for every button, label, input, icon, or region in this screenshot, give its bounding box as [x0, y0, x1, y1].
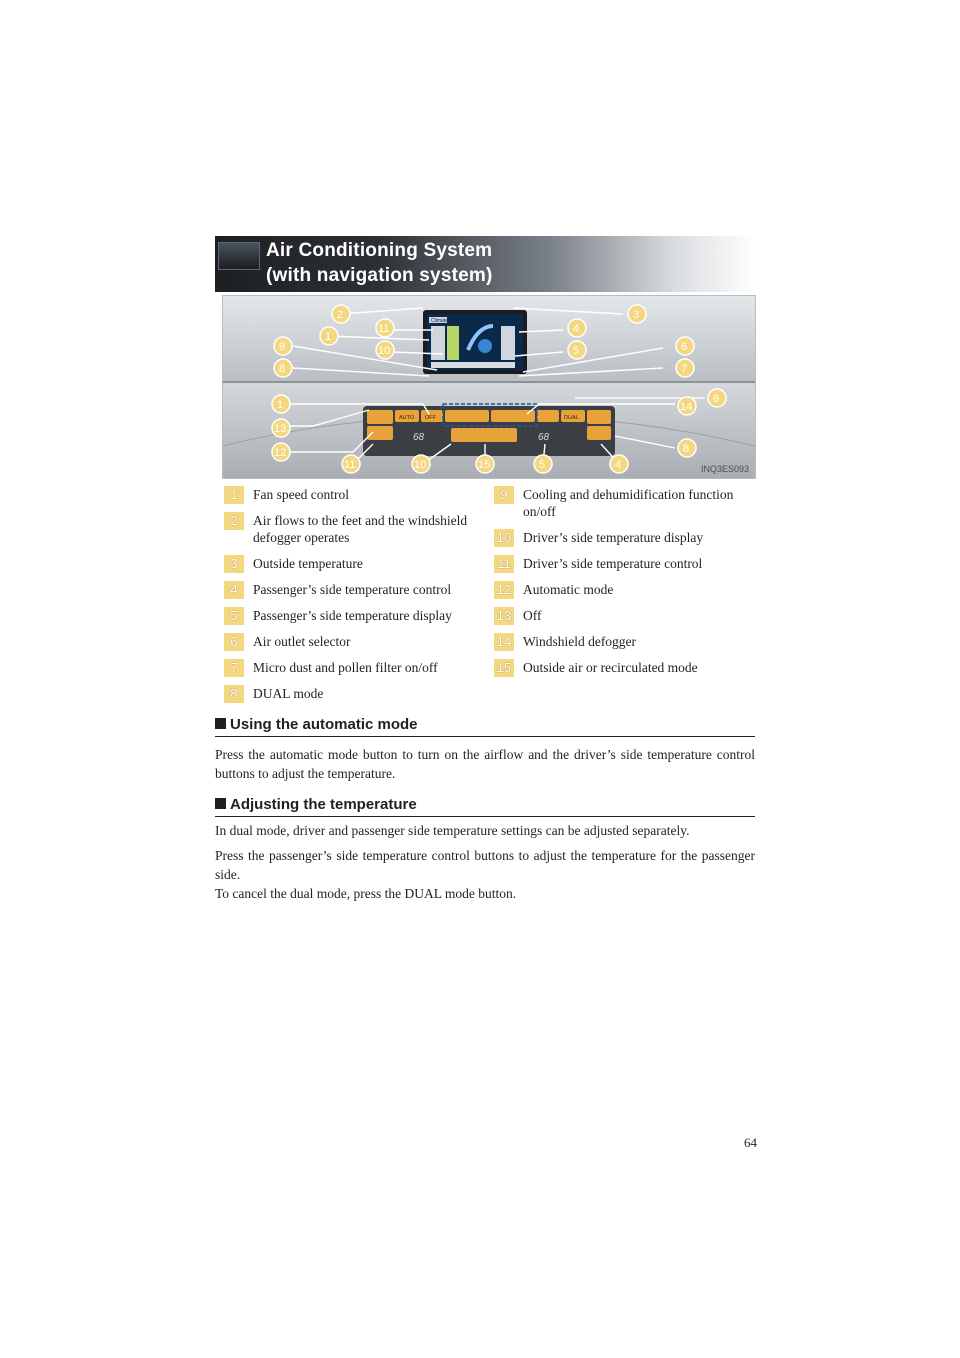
legend-text: Off	[523, 608, 542, 623]
legend-text: Outside air or recirculated mode	[523, 660, 698, 675]
legend-number: 10	[494, 529, 514, 547]
svg-text:13: 13	[274, 423, 287, 435]
legend-text: Driver’s side temperature display	[523, 530, 704, 545]
legend-item	[494, 555, 756, 572]
legend-number: 3	[224, 555, 244, 573]
title-line-1: Air Conditioning System	[266, 240, 493, 261]
heading-text: Using the automatic mode	[230, 716, 418, 733]
page-title	[266, 238, 493, 288]
screen-title: Climate	[431, 318, 448, 324]
heading-text: Adjusting the temperature	[230, 796, 417, 813]
legend-number: 13	[494, 607, 514, 625]
legend-text: Air outlet selector	[253, 634, 351, 649]
dashboard-svg	[223, 296, 755, 478]
legend-text: Air flows to the feet and the windshield defogger operates	[253, 513, 468, 545]
legend-item	[224, 512, 494, 546]
legend-number: 12	[494, 581, 514, 599]
legend-item	[494, 633, 756, 650]
driver-temp-down-button	[367, 426, 393, 440]
panel-dual-label: DUAL	[564, 415, 579, 421]
legend-item	[494, 607, 756, 624]
legend-text: Automatic mode	[523, 582, 614, 597]
legend-text: Passenger’s side temperature control	[253, 582, 452, 597]
panel-off-label: OFF	[425, 415, 436, 421]
legend-number: 8	[224, 685, 244, 703]
legend-number: 1	[224, 486, 244, 504]
heading-square-icon	[215, 718, 226, 729]
legend-item	[494, 529, 756, 546]
svg-text:6: 6	[713, 393, 720, 405]
legend-text: DUAL mode	[253, 686, 324, 701]
svg-text:4: 4	[615, 459, 622, 471]
legend-text: Cooling and dehumidification function on/off	[523, 487, 734, 519]
svg-text:10: 10	[378, 345, 391, 357]
svg-text:4: 4	[573, 323, 580, 335]
panel-auto-label: AUTO	[399, 415, 415, 421]
svg-text:7: 7	[681, 363, 688, 375]
legend-item	[494, 659, 756, 676]
legend-text: Fan speed control	[253, 487, 349, 502]
legend-number: 7	[224, 659, 244, 677]
svg-text:8: 8	[279, 363, 286, 375]
legend-text: Outside temperature	[253, 556, 363, 571]
svg-text:11: 11	[344, 459, 356, 471]
legend-item	[224, 607, 494, 624]
paragraph: Press the automatic mode button to turn on the airflow and the driver’s side temperature control buttons to adjust the temperature.	[215, 747, 755, 781]
svg-text:2: 2	[337, 309, 344, 321]
svg-text:8: 8	[683, 443, 690, 455]
svg-text:15: 15	[478, 459, 491, 471]
svg-text:5: 5	[539, 459, 546, 471]
heading-square-icon	[215, 798, 226, 809]
svg-text:14: 14	[680, 401, 693, 413]
driver-temp-up-button	[367, 410, 393, 424]
legend-number: 5	[224, 607, 244, 625]
legend-text: Windshield defogger	[523, 634, 637, 649]
svg-text:12: 12	[274, 447, 287, 459]
section-heading-adjusting-temperature	[215, 796, 755, 817]
svg-text:3: 3	[633, 309, 640, 321]
svg-text:1: 1	[277, 399, 284, 411]
legend-text: Driver’s side temperature control	[523, 556, 703, 571]
legend-item	[224, 659, 494, 676]
legend-number: 14	[494, 633, 514, 651]
legend-number: 2	[224, 512, 244, 530]
legend-left-column	[224, 486, 494, 711]
banner-thumbnail	[218, 242, 260, 270]
legend-number: 15	[494, 659, 514, 677]
driver-temp-readout: 68	[413, 432, 425, 443]
legend-item	[494, 581, 756, 598]
svg-text:1: 1	[325, 331, 332, 343]
legend-item	[224, 633, 494, 650]
svg-text:10: 10	[414, 459, 427, 471]
figure-id: INQ3ES093	[700, 464, 749, 474]
legend-number: 11	[494, 555, 514, 573]
legend-item	[224, 685, 494, 702]
legend-item	[494, 486, 756, 520]
legend-item	[224, 555, 494, 572]
legend-right-column	[494, 486, 756, 685]
svg-text:6: 6	[681, 341, 688, 353]
svg-text:9: 9	[279, 341, 286, 353]
legend-text: Passenger’s side temperature display	[253, 608, 452, 623]
svg-text:5: 5	[573, 345, 580, 357]
paragraph: Press the passenger’s side temperature control buttons to adjust the temperature for the passenger side.	[215, 848, 755, 882]
section-heading-automatic-mode	[215, 716, 755, 737]
page-number: 64	[744, 1135, 757, 1150]
legend-text: Micro dust and pollen filter on/off	[253, 660, 438, 675]
paragraph: In dual mode, driver and passenger side temperature settings can be adjusted separately.	[215, 823, 690, 838]
legend-number: 6	[224, 633, 244, 651]
lower-control-panel	[363, 404, 615, 456]
navigation-screen	[423, 310, 527, 374]
svg-text:11: 11	[378, 323, 390, 335]
legend-item	[224, 486, 494, 503]
legend-number: 4	[224, 581, 244, 599]
title-line-2: (with navigation system)	[266, 265, 493, 286]
legend-item	[224, 581, 494, 598]
paragraph: To cancel the dual mode, press the DUAL mode button.	[215, 886, 517, 901]
section-banner	[215, 236, 755, 292]
climate-control-illustration	[222, 295, 756, 479]
legend-number: 9	[494, 486, 514, 504]
passenger-temp-readout: 68	[538, 432, 550, 443]
